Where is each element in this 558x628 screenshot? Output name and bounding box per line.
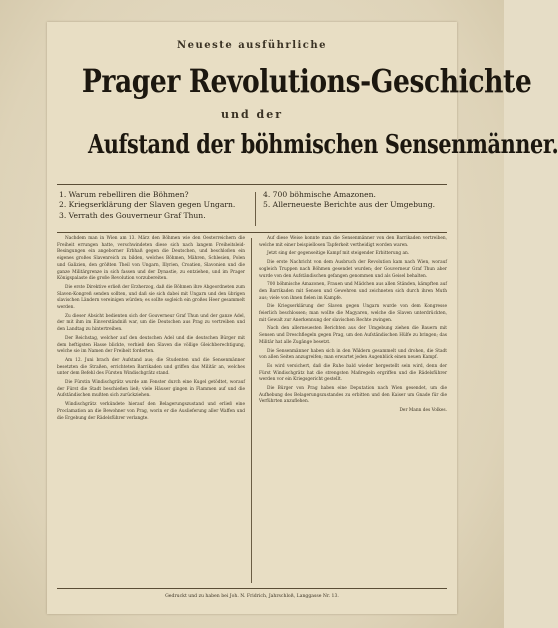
subtitle-heading: Aufstand der böhmischen Sensenmänner. (88, 130, 558, 160)
paragraph: Zu dieser Absicht bedienten sich der Gouverneur Graf Thun und der ganze Adel, der mit ihm im Einverständniß war, um die Deutschen aus Prag zu vertreiben und den Landtag zu hintertreiben. (57, 313, 245, 333)
paragraph: Die Fürstin Windischgrätz wurde am Fenster durch eine Kugel getödtet, worauf der Fürst die Stadt beschießen ließ; viele Häuser gingen in Flammen auf und die Aufständischen mußten sich zurückziehen. (57, 380, 245, 399)
connector-heading: und der (220, 108, 283, 121)
paragraph: Nach den allerneuesten Berichten aus der Umgebung ziehen die Bauern mit Sensen und Dreschflegeln gegen Prag, um den Aufständischen Hülfe zu bringen; das Militär hat alle Zugänge besetzt. (259, 326, 447, 345)
paragraph: Die Sensenmänner haben sich in den Wäldern gesammelt und drohen, die Stadt von allen Seiten anzugreifen; man erwartet jeden Augenblick einen neuen Kampf. (259, 348, 447, 361)
topic-item-3: 3. Verrath des Gouverneur Graf Thun. (59, 210, 206, 220)
paragraph: Windischgrätz verkündete hierauf den Belagerungszustand und erließ eine Proclamation an die Bewohner von Prag, worin er die Auslieferung aller Waffen und die Ergebung der Rädelsführer verlangte. (57, 402, 245, 421)
signature: Der Mann des Volkes. (399, 408, 447, 414)
paragraph: Die erste Nachricht von dem Ausbruch der Revolution kam nach Wien, worauf sogleich Truppen nach Böhmen gesendet wurden; der Gouverneur Graf Thun aber wurde von den Aufständischen gefangen genommen und als Geisel behalten. (259, 260, 447, 279)
paragraph: 700 böhmische Amazonen, Frauen und Mädchen aus allen Ständen, kämpften auf den Barrikaden mit Sensen und Gewehren und zeichneten sich durch ihren Muth aus; viele von ihnen fielen im Kampfe. (259, 282, 447, 301)
paragraph: Die Bürger von Prag haben eine Deputation nach Wien gesendet, um die Aufhebung des Belagerungszustandes zu erbitten und den Kaiser um Gnade für die Verführten anzuflehen. (259, 386, 447, 405)
paragraph: Jetzt sing der gegenseitige Kampf mit steigender Erbitterung an. (267, 251, 410, 257)
paragraph: Am 12. Juni brach der Aufstand aus; die Studenten und die Sensenmänner besetzten die Straßen, errichteten Barrikaden und griffen das Militär an, welches unter dem Befehl des Fürsten Windischgrätz stand. (57, 357, 245, 377)
topic-item-1: 1. Warum rebelliren die Böhmen? (59, 190, 189, 199)
column-divider (251, 238, 252, 583)
topics-list (59, 190, 449, 230)
paragraph: Die erste Direktive erließ der Erzherzog, daß die Böhmen ihre Abgeordneten zum Slaven-Kongreß senden sollten, und daß sie sich dabei mit Ungarn und den übrigen slavischen Ländern vereinigen würden; es sollte sogleich ein großes Heer gesammelt werden. (57, 284, 245, 311)
topics-rule (57, 232, 447, 233)
main-title: Prager Revolutions-Geschichte (81, 62, 532, 100)
paragraph: Die Kriegserklärung der Slaven gegen Ungarn wurde von dem Kongresse feierlich beschlossen; man wollte die Magyaren, welche die Slaven unterdrückten, mit Gewalt zur Anerkennung der slavischen Rechte zwingen. (259, 304, 447, 323)
kicker-heading: Neueste ausführliche (176, 40, 328, 51)
topic-item-2: 2. Kriegserklärung der Slaven gegen Ungarn. (59, 200, 236, 210)
paragraph: Es wird versichert, daß die Ruhe bald wieder hergestellt sein wird, denn der Fürst Windischgrätz hat die strengsten Maßregeln ergriffen und die Rädelsführer werden vor ein Kriegsgericht gestellt. (259, 363, 447, 383)
paragraph: Nachdem man in Wien am 13. März den Böhmen wie den Oesterreichern die Freiheit errungen hatte, verschwindeten diese sich nach langem Freiheitsleid-Besingungen ein angeborner Erbhaß gegen die Deutschen, und beschloßen ein eigenes großes Slavenreich zu bilden, welches Böhmen, Mähren, Schlesien, Polen und Galizien, den größten Theil von Ungarn, Illyrien, Croatien, Slavonien und die ganze Militärgrenze in sich fassen und der Dynastie, zu entziehen, und im Prager Königspalaste die große Revolution vorzubereiten. (57, 236, 245, 282)
printer-imprint: Gedruckt und zu haben bei Joh. N. Fridrich, Jahrschloß, Langgasse Nr. 13. (165, 594, 339, 599)
paragraph: Auf diese Weise konnte man die Sensenmänner von den Barrikaden vertreiben, welche mit einer beispiellosen Tapferkeit vertheidigt worden waren. (259, 236, 447, 248)
topic-item-5: 5. Allerneueste Berichte aus der Umgebung. (263, 200, 435, 210)
right-column (259, 236, 447, 581)
topic-item-4: 4. 700 böhmische Amazonen. (263, 190, 376, 199)
topics-divider (255, 192, 256, 226)
footer-rule (57, 588, 447, 589)
header-rule (57, 184, 447, 185)
left-column (57, 236, 245, 581)
broadside-sheet (47, 22, 558, 614)
paragraph: Der Reichstag, welcher auf den deutschen Adel und die deutschen Bürger mit dem heftigsten Hasse blickte, verhieß den Slaven die völlige Gleichberechtigung, welche sie im Namen der Freiheit forderten. (57, 335, 245, 355)
